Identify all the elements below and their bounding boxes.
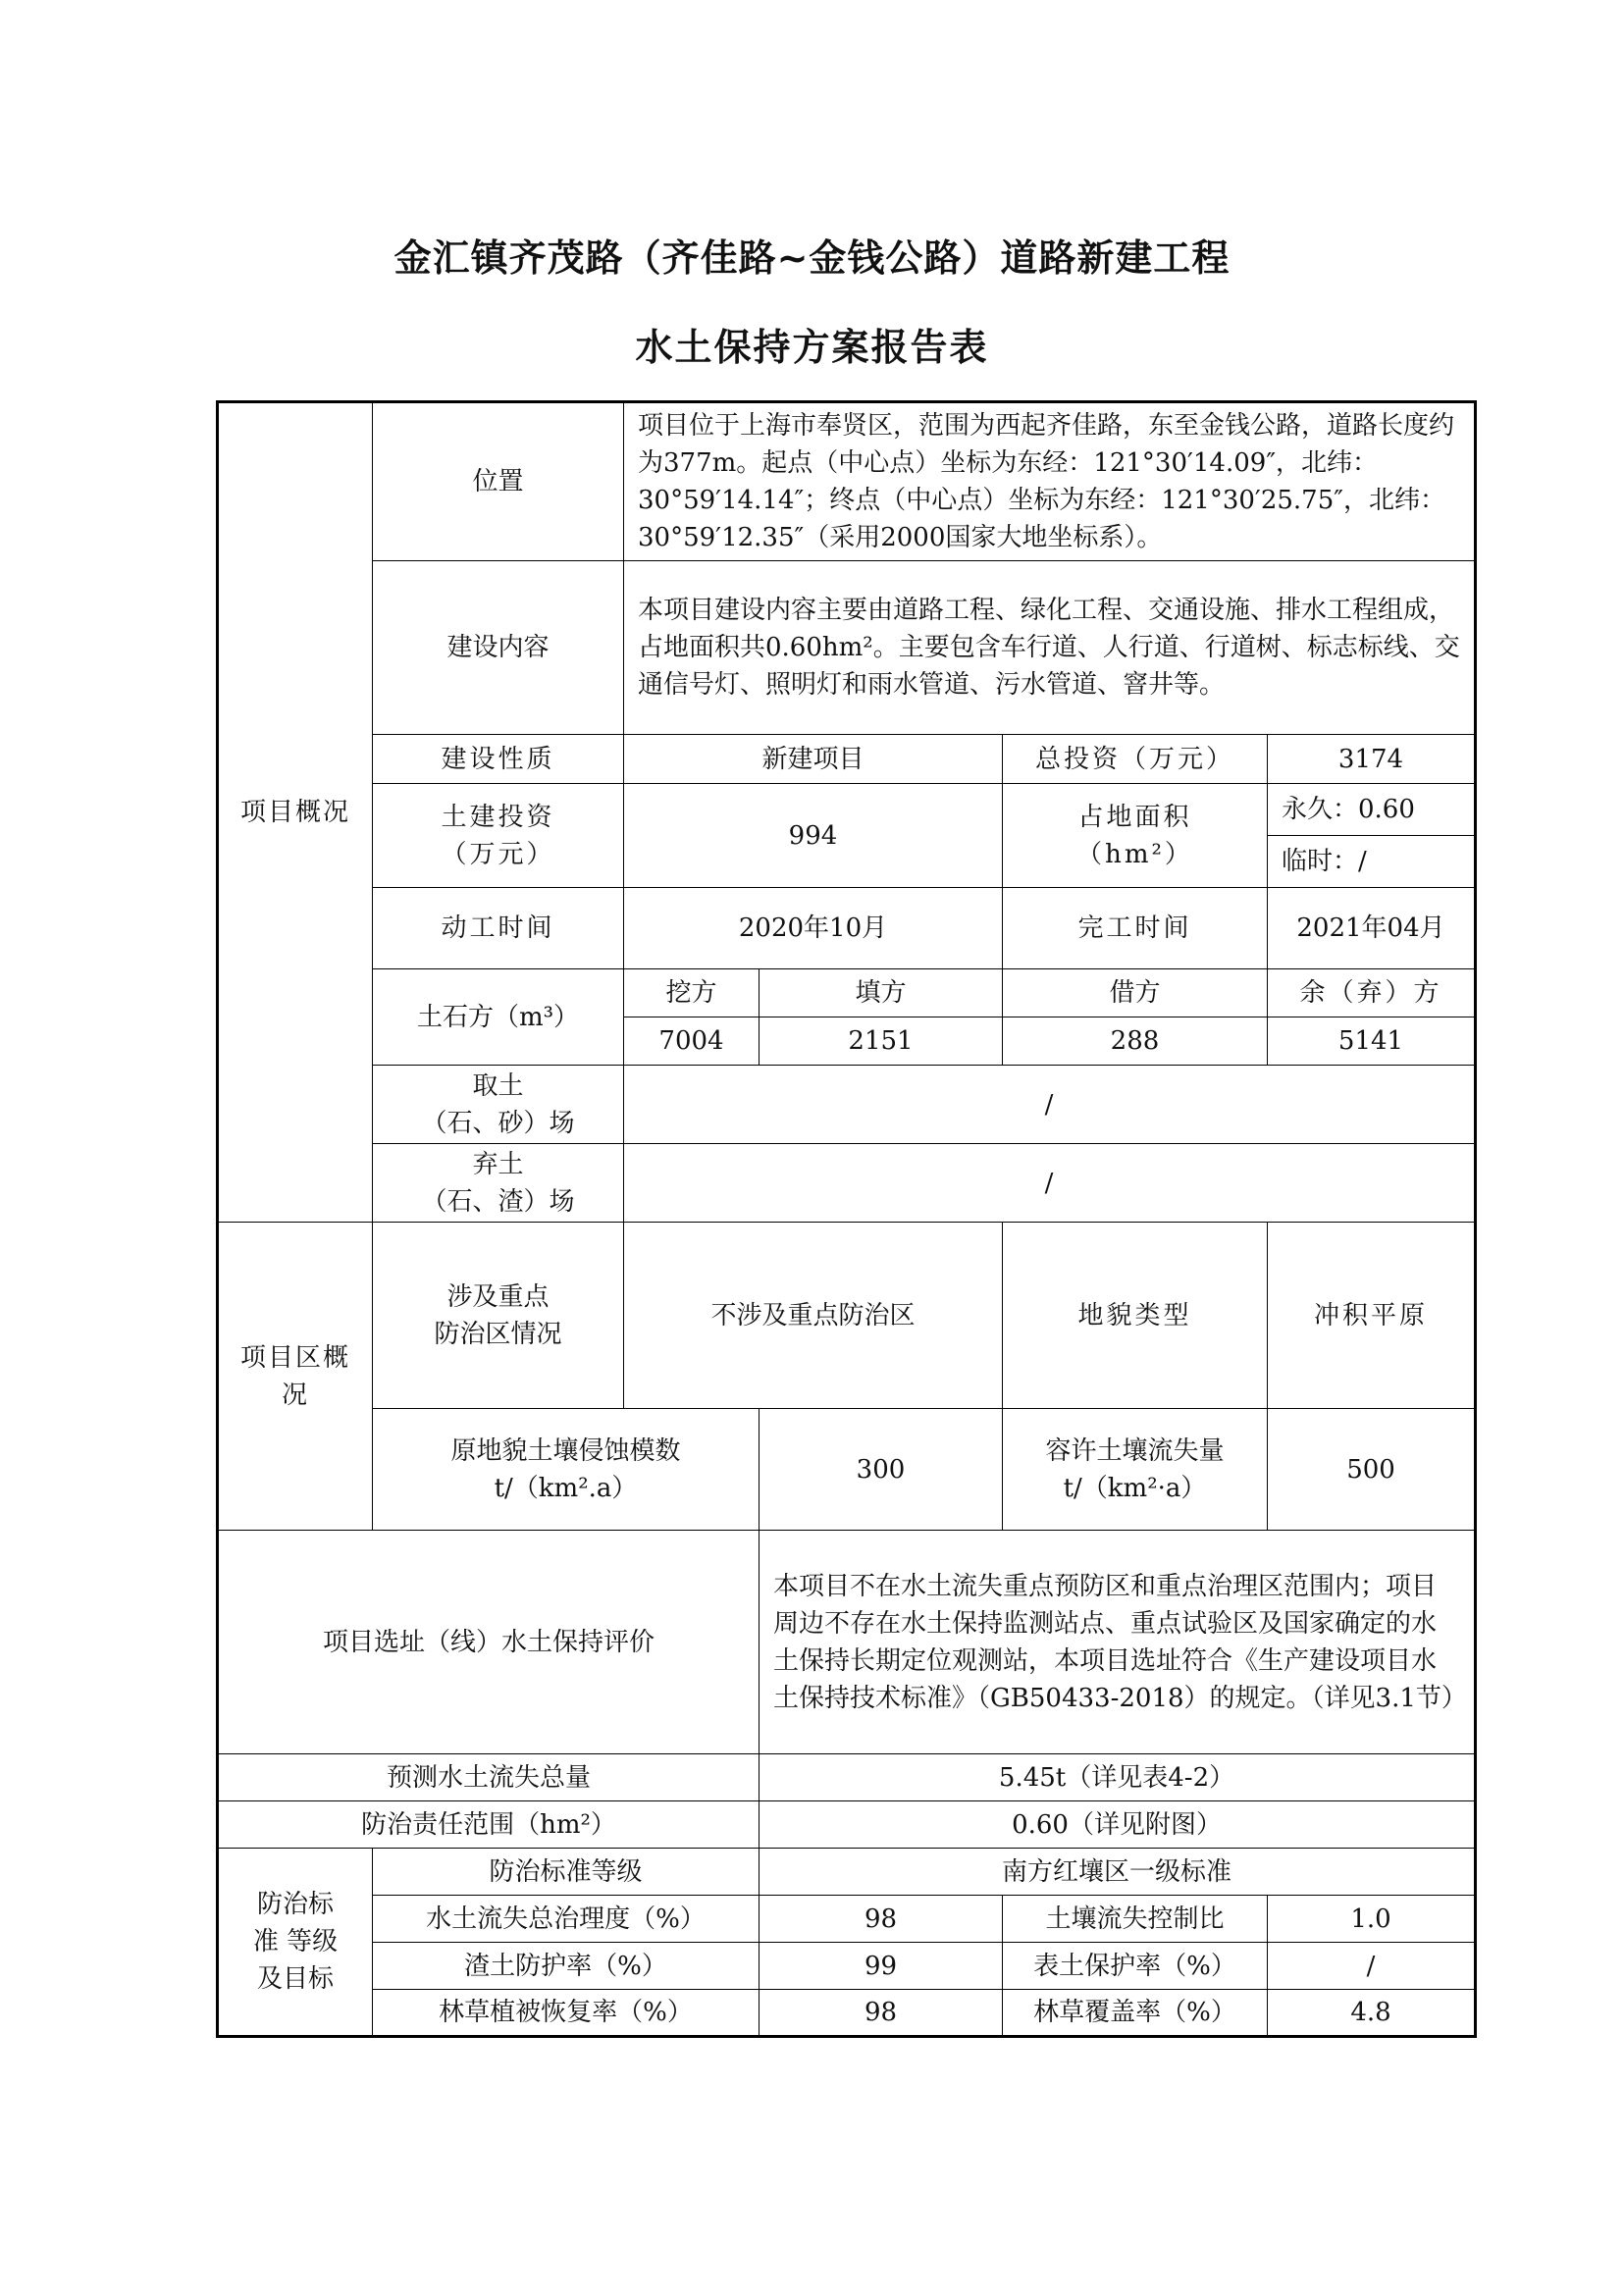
section-area-overview: 项目区概 况: [218, 1223, 373, 1531]
earthwork-header-fill: 填方: [760, 969, 1003, 1017]
start-value: 2020年10月: [624, 888, 1003, 969]
target-value: 4.8: [1268, 1990, 1476, 2037]
earthwork-value-spoil: 5141: [1268, 1017, 1476, 1066]
standard-value: 南方红壤区一级标准: [760, 1849, 1476, 1896]
spoil-site-value: /: [624, 1144, 1476, 1223]
target-value: 98: [760, 1990, 1003, 2037]
erosion-modulus-value: 300: [760, 1409, 1003, 1531]
earthwork-header-cut: 挖方: [624, 969, 760, 1017]
borrow-site-label: 取土 （石、砂）场: [373, 1066, 624, 1144]
target-label: 林草覆盖率（%）: [1003, 1990, 1268, 2037]
standard-label: 防治标准等级: [373, 1849, 760, 1896]
earthwork-value-cut: 7004: [624, 1017, 760, 1066]
area-values: [1268, 784, 1476, 888]
document-subtitle: 水土保持方案报告表: [635, 326, 989, 369]
target-label: 表土保护率（%）: [1003, 1943, 1268, 1990]
earthwork-header-spoil: 余（弃）方: [1268, 969, 1476, 1017]
target-label: 土壤流失控制比: [1003, 1896, 1268, 1943]
report-table: [216, 400, 1477, 2038]
allowable-loss-value: 500: [1268, 1409, 1476, 1531]
allowable-loss-label: 容许土壤流失量 t/（km²·a）: [1003, 1409, 1268, 1531]
content-label: 建设内容: [373, 561, 624, 735]
landform-value: 冲积平原: [1268, 1223, 1476, 1409]
target-value: 99: [760, 1943, 1003, 1990]
end-value: 2021年04月: [1268, 888, 1476, 969]
section-project-overview: 项目概况: [218, 402, 373, 1223]
document-title: 金汇镇齐茂路（齐佳路~金钱公路）道路新建工程: [393, 236, 1231, 280]
predicted-loss-label: 预测水土流失总量: [218, 1754, 760, 1801]
siting-evaluation-label: 项目选址（线）水土保持评价: [218, 1531, 760, 1754]
end-label: 完工时间: [1003, 888, 1268, 969]
siting-evaluation-text: 本项目不在水土流失重点预防区和重点治理区范围内；项目周边不存在水土保持监测站点、重点试验区及国家确定的水土保持长期定位观测站，本项目选址符合《生产建设项目水土保持技术标准》（GB50433-2018）的规定。（详见3.1节）: [760, 1531, 1476, 1754]
responsibility-scope-value: 0.60（详见附图）: [760, 1801, 1476, 1849]
responsibility-scope-label: 防治责任范围（hm²）: [218, 1801, 760, 1849]
earthwork-value-borrow: 288: [1003, 1017, 1268, 1066]
target-label: 水土流失总治理度（%）: [373, 1896, 760, 1943]
civil-invest-label: 土建投资 （万元）: [373, 784, 624, 888]
nature-label: 建设性质: [373, 735, 624, 784]
area-label: 占地面积 （hm²）: [1003, 784, 1268, 888]
start-label: 动工时间: [373, 888, 624, 969]
section-targets: 防治标 准 等级 及目标: [218, 1849, 373, 2037]
content-text: 本项目建设内容主要由道路工程、绿化工程、交通设施、排水工程组成，占地面积共0.60hm²。主要包含车行道、人行道、行道树、标志标线、交通信号灯、照明灯和雨水管道、污水管道、窨井等。: [624, 561, 1476, 735]
erosion-modulus-label: 原地貌土壤侵蚀模数 t/（km².a）: [373, 1409, 760, 1531]
target-label: 渣土防护率（%）: [373, 1943, 760, 1990]
area-temporary: 临时：/: [1282, 847, 1367, 876]
location-label: 位置: [373, 402, 624, 561]
borrow-site-value: /: [624, 1066, 1476, 1144]
area-permanent: 永久：0.60: [1268, 784, 1474, 836]
target-value: 1.0: [1268, 1896, 1476, 1943]
spoil-site-label: 弃土 （石、渣）场: [373, 1144, 624, 1223]
key-zone-label: 涉及重点 防治区情况: [373, 1223, 624, 1409]
earthwork-label: 土石方（m³）: [373, 969, 624, 1066]
key-zone-value: 不涉及重点防治区: [624, 1223, 1003, 1409]
nature-value: 新建项目: [624, 735, 1003, 784]
invest-value: 3174: [1268, 735, 1476, 784]
invest-label: 总投资（万元）: [1003, 735, 1268, 784]
target-value: /: [1268, 1943, 1476, 1990]
earthwork-header-borrow: 借方: [1003, 969, 1268, 1017]
civil-invest-value: 994: [624, 784, 1003, 888]
predicted-loss-value: 5.45t（详见表4-2）: [760, 1754, 1476, 1801]
target-value: 98: [760, 1896, 1003, 1943]
location-text: 项目位于上海市奉贤区，范围为西起齐佳路，东至金钱公路，道路长度约为377m。起点（中心点）坐标为东经：121°30′14.09″，北纬：30°59′14.14″；终点（中心点）坐标为东经：121°30′25.75″，北纬：30°59′12.35″（采用2000国家大地坐标系）。: [624, 402, 1476, 561]
landform-label: 地貌类型: [1003, 1223, 1268, 1409]
earthwork-value-fill: 2151: [760, 1017, 1003, 1066]
target-label: 林草植被恢复率（%）: [373, 1990, 760, 2037]
